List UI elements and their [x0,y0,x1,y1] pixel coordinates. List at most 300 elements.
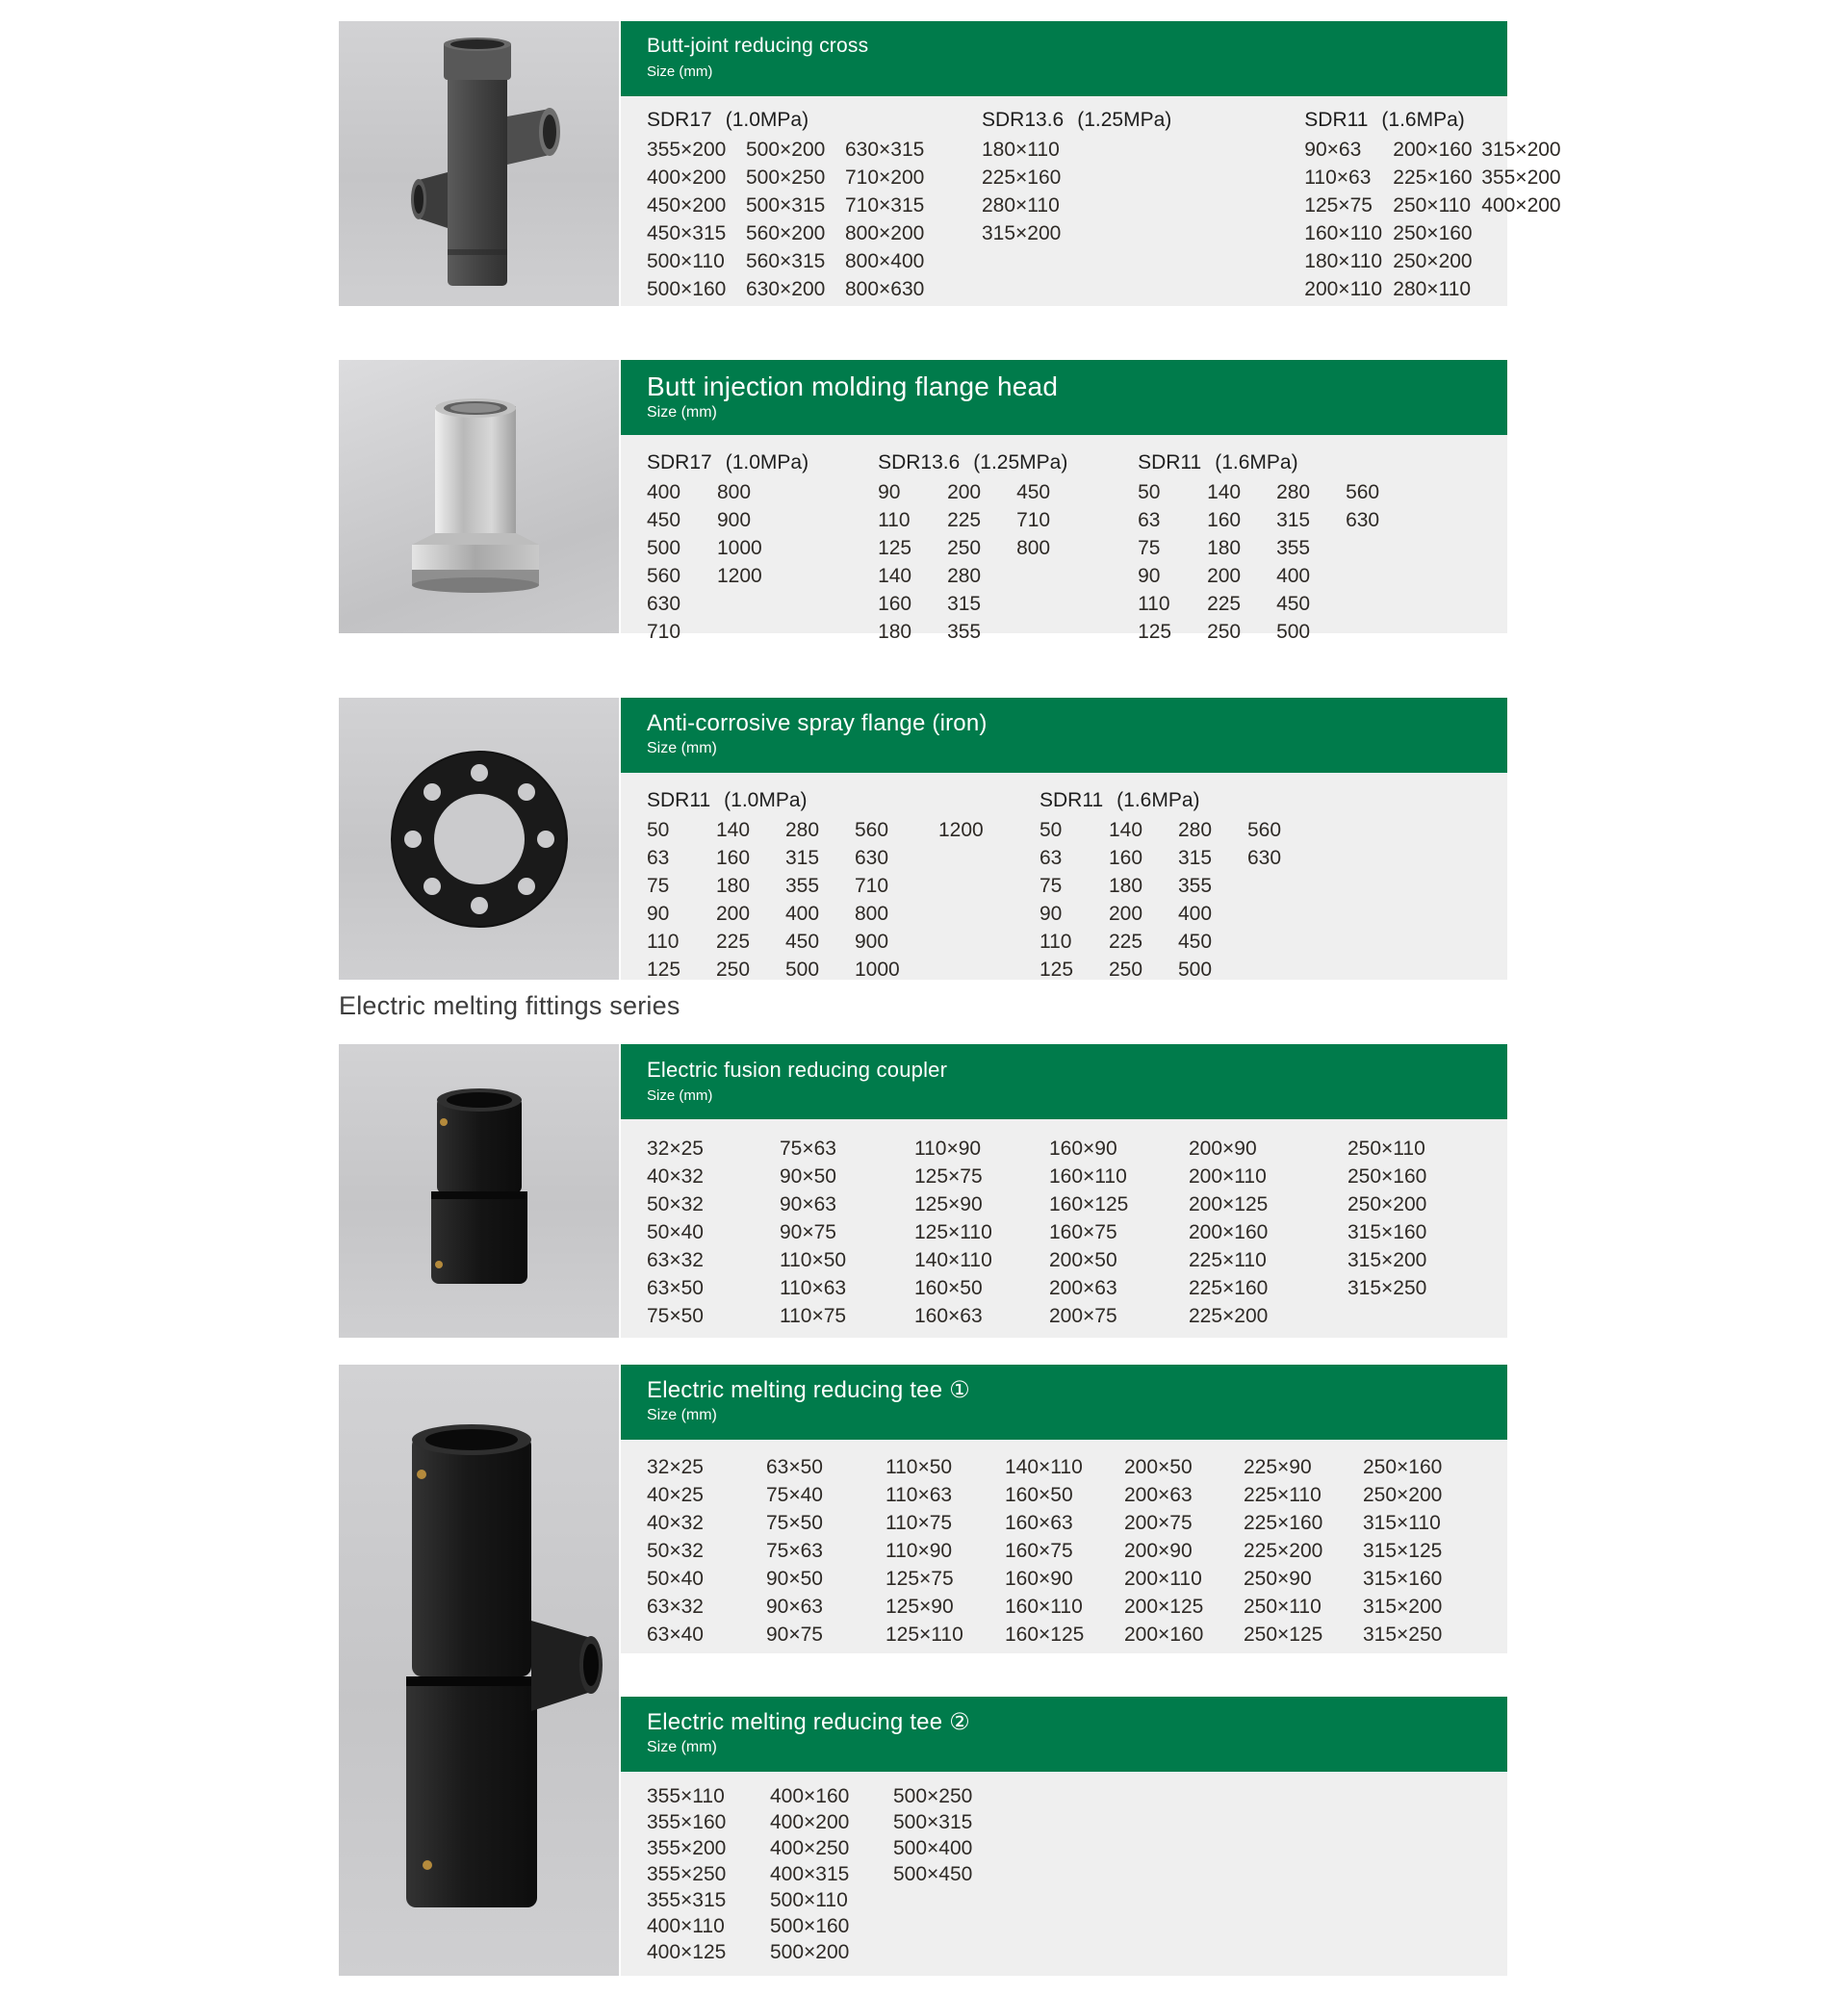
size-value: 160 [716,846,751,869]
size-value: 500×160 [647,277,727,300]
section-header [621,360,1507,435]
size-column [647,816,716,984]
size-value: 1000 [855,958,900,981]
size-value: 500×315 [893,1810,973,1833]
size-value: 250×200 [1363,1483,1443,1506]
size-value: 125 [647,958,681,981]
size-value: 110×63 [886,1483,953,1506]
size-value: 800×630 [845,277,925,300]
size-column [914,1135,1049,1330]
size-value: 110×63 [1304,166,1372,189]
size-value: 400 [1178,902,1213,925]
size-value: 630 [647,592,681,615]
size-columns [647,1453,1507,1649]
size-value: 140 [1207,480,1242,503]
size-column [855,816,938,984]
size-value: 160×50 [1005,1483,1073,1506]
size-value: 40×32 [647,1164,704,1188]
size-value: 125×75 [886,1567,954,1590]
size-value: 630×315 [845,138,925,161]
size-value: 450 [1178,930,1213,953]
size-value: 450×315 [647,221,727,244]
size-value: 110 [647,930,680,953]
size-value: 200 [947,480,982,503]
size-value: 200×110 [1304,277,1383,300]
size-value: 90×50 [766,1567,823,1590]
size-value: 800×200 [845,221,925,244]
size-column [770,1783,893,1965]
size-value: 225 [1109,930,1143,953]
size-value: 63 [1138,508,1161,531]
size-value: 315×160 [1363,1567,1443,1590]
size-value: 900 [717,508,752,531]
size-value: 500×110 [647,249,725,272]
section-anti-corrosive-spray-flange [621,698,1507,980]
size-value: 110 [1138,592,1170,615]
size-value: 315×200 [982,221,1062,244]
size-value: 450 [647,508,681,531]
size-value: 500 [1276,620,1311,643]
size-value: 225 [716,930,751,953]
size-value: 180×110 [982,138,1060,161]
size-value: 110 [878,508,911,531]
sdr-pressure-label [1304,104,1570,136]
size-column [1040,816,1109,984]
size-value: 900 [855,930,889,953]
section-header [621,1697,1507,1772]
size-value: 500×250 [746,166,826,189]
size-value: 560 [1346,480,1380,503]
size-value: 630×200 [746,277,826,300]
size-value: 32×25 [647,1137,704,1160]
size-value: 110×50 [780,1248,847,1271]
size-value: 225×110 [1189,1248,1267,1271]
size-value: 315×110 [1363,1511,1441,1534]
size-value: 90×63 [766,1595,823,1618]
size-columns [1304,136,1570,303]
size-value: 315 [785,846,820,869]
size-columns [982,136,1171,247]
size-value: 315×200 [1481,138,1561,161]
product-photo-butt-joint-reducing-cross [339,21,619,306]
size-value: 200×125 [1189,1192,1269,1215]
size-value: 250×200 [1393,249,1473,272]
size-value: 50×32 [647,1539,704,1562]
sdr-rating: SDR13.6 [982,108,1065,131]
size-value: 75 [1040,874,1063,897]
size-column [766,1453,886,1649]
size-column [1178,816,1247,984]
size-value: 160×125 [1005,1623,1085,1646]
size-value: 710×315 [845,193,925,217]
size-column [886,1453,1005,1649]
size-value: 200×160 [1393,138,1473,161]
size-value: 90×63 [1304,138,1362,161]
size-value: 355×160 [647,1810,727,1833]
pressure-rating: (1.25MPa) [973,450,1068,473]
size-value: 225×110 [1244,1483,1322,1506]
size-value: 355×110 [647,1784,725,1807]
size-value: 160×75 [1049,1220,1117,1243]
pressure-rating: (1.25MPa) [1077,108,1172,131]
size-table [621,1440,1507,1649]
section-title: Electric fusion reducing coupler [647,1058,948,1082]
size-column [1363,1453,1482,1649]
section-title: Butt-joint reducing cross [647,35,869,57]
size-value: 225×160 [1189,1276,1269,1299]
sdr-pressure-label [1040,784,1317,816]
size-value: 400 [1276,564,1311,587]
size-value: 110×75 [780,1304,847,1327]
sdr-group [1040,784,1317,984]
size-columns [1138,478,1415,646]
size-columns [878,478,1086,646]
size-value: 125 [1040,958,1074,981]
sdr-pressure-label [647,784,1021,816]
size-value: 90×50 [780,1164,836,1188]
size-value: 75×40 [766,1483,823,1506]
sdr-group [647,447,808,646]
tee-photo [352,1411,606,1931]
size-value: 225×200 [1244,1539,1323,1562]
size-value: 160×110 [1304,221,1383,244]
section-title: Electric melting reducing tee ① [647,1377,970,1403]
size-column [1346,478,1415,646]
size-value: 75×50 [647,1304,704,1327]
size-column [780,1135,914,1330]
size-column [1016,478,1086,646]
size-value: 250×160 [1363,1455,1443,1478]
size-value: 90 [647,902,670,925]
size-value: 160×50 [914,1276,983,1299]
size-value: 90×63 [780,1192,836,1215]
size-value: 200×125 [1124,1595,1204,1618]
sdr-group [647,104,944,303]
size-value: 355 [1276,536,1311,559]
size-value: 200×75 [1124,1511,1193,1534]
size-value: 180 [878,620,912,643]
size-value: 200×90 [1124,1539,1193,1562]
size-unit-label: Size (mm) [647,740,717,756]
size-value: 75×63 [766,1539,823,1562]
size-value: 63×50 [647,1276,704,1299]
size-value: 200×63 [1049,1276,1117,1299]
size-value: 50 [1138,480,1161,503]
size-value: 315 [1276,508,1311,531]
size-value: 500×200 [746,138,826,161]
sdr-group [878,447,1086,646]
flange-head-photo [373,393,585,601]
size-column [878,478,947,646]
sdr-rating: SDR11 [647,788,711,811]
size-value: 400×250 [770,1836,850,1859]
section-header [621,698,1507,773]
size-value: 560×200 [746,221,826,244]
size-value: 180 [716,874,751,897]
size-value: 160×63 [914,1304,983,1327]
size-value: 160×63 [1005,1511,1073,1534]
size-value: 630 [1247,846,1282,869]
size-value: 355 [1178,874,1213,897]
size-value: 63 [647,846,670,869]
size-value: 400×110 [647,1914,725,1937]
size-value: 315 [1178,846,1213,869]
size-value: 1000 [717,536,762,559]
pressure-rating: (1.0MPa) [725,450,809,473]
size-value: 160×90 [1049,1137,1117,1160]
size-column [1207,478,1276,646]
size-value: 225×160 [1244,1511,1323,1534]
sdr-group [1304,104,1570,303]
size-column [647,1135,780,1330]
size-value: 355×315 [647,1888,727,1911]
size-value: 200 [1109,902,1143,925]
size-value: 225×90 [1244,1455,1312,1478]
size-value: 500×200 [770,1940,850,1963]
size-value: 500×450 [893,1862,973,1885]
size-value: 160 [1109,846,1143,869]
size-value: 160×75 [1005,1539,1073,1562]
section-butt-joint-reducing-cross [621,21,1561,306]
size-value: 355×200 [1481,166,1561,189]
size-value: 500 [1178,958,1213,981]
sdr-groups [647,104,1561,303]
size-value: 315×200 [1348,1248,1427,1271]
sdr-rating: SDR17 [647,108,712,131]
size-columns [647,816,1021,984]
size-value: 125×110 [914,1220,992,1243]
size-value: 200×75 [1049,1304,1117,1327]
size-table [621,1119,1507,1330]
size-value: 225 [1207,592,1242,615]
size-value: 710 [647,620,681,643]
sdr-rating: SDR11 [1138,450,1202,473]
size-column [1348,1135,1487,1330]
size-value: 200×50 [1049,1248,1117,1271]
size-value: 140 [878,564,912,587]
size-value: 225 [947,508,982,531]
size-value: 110 [1040,930,1072,953]
size-value: 90×75 [780,1220,836,1243]
product-photo-fusion-coupler [339,1044,619,1338]
size-value: 140 [1109,818,1143,841]
size-value: 110×75 [886,1511,953,1534]
size-column [1304,136,1393,303]
size-value: 50 [1040,818,1063,841]
size-columns [647,1135,1507,1330]
size-value: 50×40 [647,1220,704,1243]
section-title: Butt injection molding flange head [647,371,1059,401]
size-value: 250×110 [1348,1137,1425,1160]
size-value: 40×32 [647,1511,704,1534]
section-electric-melting-reducing-tee-2 [621,1697,1507,1976]
size-value: 140×110 [1005,1455,1083,1478]
size-column [647,478,717,646]
size-value: 50×32 [647,1192,704,1215]
size-value: 110×90 [886,1539,953,1562]
size-value: 630 [855,846,889,869]
size-unit-label: Size (mm) [647,1407,717,1423]
size-value: 63×40 [647,1623,704,1646]
size-value: 250 [1109,958,1143,981]
size-value: 250×125 [1244,1623,1323,1646]
size-value: 400×315 [770,1862,850,1885]
size-value: 110×63 [780,1276,847,1299]
size-column [1124,1453,1244,1649]
size-column [938,816,1021,984]
size-value: 280×110 [1393,277,1472,300]
size-value: 315 [947,592,982,615]
pressure-rating: (1.6MPa) [1116,788,1200,811]
coupler-photo [383,1072,576,1311]
size-column [1049,1135,1189,1330]
size-value: 225×160 [982,166,1062,189]
size-value: 40×25 [647,1483,704,1506]
size-value: 630 [1346,508,1380,531]
size-columns [1040,816,1317,984]
size-value: 110×50 [886,1455,953,1478]
size-value: 250×90 [1244,1567,1312,1590]
size-value: 450 [1016,480,1051,503]
section-header [621,21,1507,96]
size-unit-label: Size (mm) [647,64,713,80]
size-column [1109,816,1178,984]
size-value: 180 [1109,874,1143,897]
size-value: 250×160 [1393,221,1473,244]
size-value: 400×125 [647,1940,727,1963]
size-value: 75×50 [766,1511,823,1534]
size-table [621,96,1561,303]
size-value: 280 [1178,818,1213,841]
size-value: 125×75 [914,1164,983,1188]
size-value: 63×32 [647,1595,704,1618]
size-value: 315×250 [1348,1276,1427,1299]
size-column [1244,1453,1363,1649]
size-value: 450×200 [647,193,727,217]
size-unit-label: Size (mm) [647,1739,717,1755]
size-value: 75 [1138,536,1161,559]
size-column [1247,816,1317,984]
size-value: 560 [1247,818,1282,841]
size-value: 200×63 [1124,1483,1193,1506]
size-value: 50×40 [647,1567,704,1590]
size-column [845,136,944,303]
size-value: 125×90 [886,1595,954,1618]
size-value: 125×75 [1304,193,1373,217]
size-column [1276,478,1346,646]
size-value: 355 [947,620,982,643]
size-value: 250×200 [1348,1192,1427,1215]
size-value: 200×160 [1124,1623,1204,1646]
size-column [1189,1135,1348,1330]
size-value: 500×110 [770,1888,848,1911]
cross-fitting-photo [378,28,580,299]
size-value: 500 [785,958,820,981]
size-value: 500×400 [893,1836,973,1859]
size-value: 225×160 [1393,166,1473,189]
size-value: 315×160 [1348,1220,1427,1243]
size-value: 1200 [938,818,984,841]
size-value: 355×250 [647,1862,727,1885]
size-value: 200 [1207,564,1242,587]
size-value: 710 [1016,508,1051,531]
size-value: 315×200 [1363,1595,1443,1618]
pressure-rating: (1.0MPa) [724,788,808,811]
size-value: 250 [1207,620,1242,643]
sdr-pressure-label [647,104,944,136]
sdr-group [647,784,1021,984]
size-value: 110×90 [914,1137,982,1160]
size-value: 450 [785,930,820,953]
sdr-pressure-label [878,447,1086,478]
section-header [621,1365,1507,1440]
size-columns [647,478,808,646]
size-value: 450 [1276,592,1311,615]
section-butt-injection-molding-flange-head [621,360,1507,643]
size-value: 160×110 [1005,1595,1083,1618]
size-value: 225×200 [1189,1304,1269,1327]
size-value: 400×200 [647,166,727,189]
sdr-group [982,104,1171,303]
size-value: 400×200 [770,1810,850,1833]
size-value: 355 [785,874,820,897]
size-value: 160×110 [1049,1164,1127,1188]
size-value: 32×25 [647,1455,704,1478]
sdr-groups [647,447,1507,646]
size-value: 250×110 [1393,193,1472,217]
size-value: 180×110 [1304,249,1383,272]
size-column [1005,1453,1124,1649]
size-value: 800 [717,480,752,503]
size-column [647,1453,766,1649]
size-value: 125 [878,536,912,559]
size-value: 200×50 [1124,1455,1193,1478]
size-value: 125×90 [914,1192,983,1215]
sdr-groups [647,784,1507,984]
size-value: 500×315 [746,193,826,217]
sdr-pressure-label [982,104,1171,136]
size-column [785,816,855,984]
size-value: 710×200 [845,166,925,189]
size-value: 200 [716,902,751,925]
size-table [621,773,1507,984]
size-column [1393,136,1481,303]
size-value: 500 [647,536,681,559]
section-header [621,1044,1507,1119]
size-value: 160 [1207,508,1242,531]
size-value: 355×200 [647,1836,727,1859]
size-value: 1200 [717,564,762,587]
size-column [647,136,746,303]
section-title: Anti-corrosive spray flange (iron) [647,710,988,736]
size-column [717,478,787,646]
sdr-rating: SDR13.6 [878,450,961,473]
size-value: 160 [878,592,912,615]
size-columns [647,136,944,303]
size-value: 63×50 [766,1455,823,1478]
size-value: 90×75 [766,1623,823,1646]
size-value: 200×110 [1189,1164,1267,1188]
product-photo-iron-flange [339,698,619,980]
size-column [1138,478,1207,646]
size-value: 280 [947,564,982,587]
sdr-pressure-label [1138,447,1415,478]
size-value: 710 [855,874,889,897]
size-value: 400×200 [1481,193,1561,217]
size-table [621,1772,1507,1965]
size-value: 180 [1207,536,1242,559]
size-value: 800×400 [845,249,925,272]
